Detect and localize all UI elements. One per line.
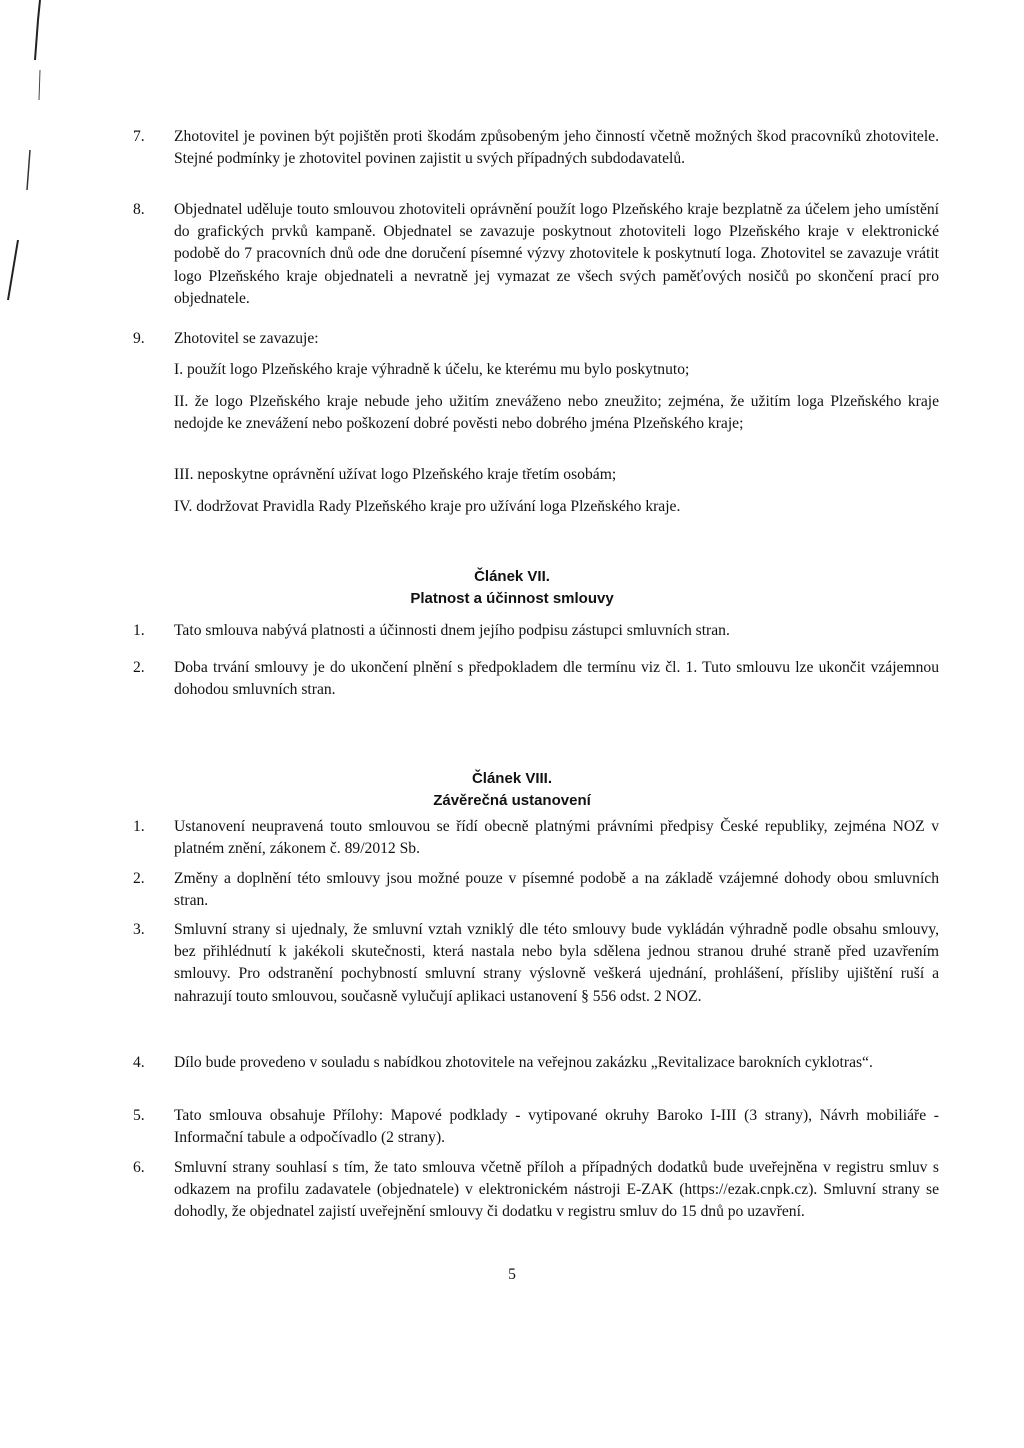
clause-number: 5. — [133, 1107, 145, 1124]
clause-number: 1. — [133, 818, 145, 835]
clause-number: 9. — [133, 330, 145, 347]
subclause-number: II. — [174, 393, 189, 410]
subclause-line — [174, 359, 939, 381]
clause-text: Objednatel uděluje touto smlouvou zhotoviteli oprávnění použít logo Plzeňského kraje bezplatně za účelem jeho umístění do grafických prvků kampaně. Objednatel se zavazuje poskytnout zhotoviteli logo Plzeňského kraje v elektronické podobě do 7 pracovních dnů ode dne doručení písemné výzvy zhotovitele k poskytnutí loga. Zhotovitel se zavazuje vrátit logo Plzeňského kraje objednateli a nevratně jej vymazat ze všech svých paměťových nosičů po skončení prací pro objednatele. — [174, 201, 939, 307]
article-8-title: Závěrečná ustanovení — [433, 792, 591, 809]
clause-text: Smluvní strany si ujednaly, že smluvní vztah vzniklý dle této smlouvy bude vykládán výhradně podle obsahu smlouvy, bez přihlédnutí k jakékoli skutečnosti, která nastala nebo byla sdělena jednou stranou druhé straně před uzavřením smlouvy. Pro odstranění pochybností smluvní strany výslovně veškerá ujednání, prohlášení, přísliby ujištění ruší a nahrazují touto smlouvou, současně vylučují aplikaci ustanovení § 556 odst. 2 NOZ. — [174, 921, 939, 1005]
clause-text: Dílo bude provedeno v souladu s nabídkou zhotovitele na veřejnou zakázku „Revitalizace barokních cyklotras“. — [174, 1054, 873, 1071]
subclause-text: že logo Plzeňského kraje nebude jeho užitím zneváženo nebo zneužito; zejména, že užitím loga Plzeňského kraje nedojde ke znevážení nebo poškození dobré pověsti nebo dobrého jména Plzeňského kraje; — [174, 393, 939, 433]
subclause-III — [174, 464, 939, 486]
scan-edge-marks — [0, 0, 60, 320]
subclause-number: IV. — [174, 498, 193, 515]
clause-text: Tato smlouva nabývá platnosti a účinnosti dnem jejího podpisu zástupci smluvních stran. — [174, 622, 730, 639]
subclause-I — [174, 359, 939, 381]
subclause-IV — [174, 496, 939, 518]
clause-text: Zhotovitel se zavazuje: — [174, 330, 319, 347]
clause-text: Ustanovení neupravená touto smlouvou se řídí obecně platnými právními předpisy České republiky, zejména NOZ v platném znění, zákonem č. 89/2012 Sb. — [174, 818, 939, 858]
subclause-text: dodržovat Pravidla Rady Plzeňského kraje pro užívání loga Plzeňského kraje. — [196, 498, 681, 515]
article-7-title: Platnost a účinnost smlouvy — [410, 590, 614, 607]
article-7-number: Článek VII. — [474, 568, 550, 585]
clause-number: 2. — [133, 659, 145, 676]
clause-number: 2. — [133, 870, 145, 887]
clause-number: 8. — [133, 201, 145, 218]
clause-number: 4. — [133, 1054, 145, 1071]
subclause-II — [174, 391, 939, 435]
clause-number: 6. — [133, 1159, 145, 1176]
clause-text: Zhotovitel je povinen být pojištěn proti škodám způsobeným jeho činností včetně možných škod pracovníků zhotovitele. Stejné podmínky je zhotovitel povinen zajistit u svých případných subdodavatelů. — [174, 128, 939, 168]
page-number: 5 — [508, 1266, 516, 1283]
subclause-number: III. — [174, 466, 194, 483]
clause-number: 3. — [133, 921, 145, 938]
article-8-number: Článek VIII. — [471, 770, 553, 787]
clause-text: Změny a doplnění této smlouvy jsou možné pouze v písemné podobě a na základě vzájemné dohody obou smluvních stran. — [174, 870, 939, 910]
subclause-number: I. — [174, 361, 184, 378]
clause-text: Tato smlouva obsahuje Přílohy: Mapové podklady - vytipované okruhy Baroko I-III (3 strany), Návrh mobiliáře - Informační tabule a odpočívadlo (2 strany). — [174, 1107, 939, 1147]
clause-text: Smluvní strany souhlasí s tím, že tato smlouva včetně příloh a případných dodatků bude uveřejněna v registru smluv s odkazem na profilu zadavatele (objednatele) v elektronickém nástroji E-ZAK (https://ezak.cnpk.cz). Smluvní strany se dohodly, že objednatel zajistí uveřejnění smlouvy či dodatku v registru smluv do 15 dnů po uzavření. — [174, 1159, 939, 1221]
subclause-line — [174, 391, 939, 435]
subclause-line — [174, 464, 939, 486]
clause-number: 7. — [133, 128, 145, 145]
subclause-text: neposkytne oprávnění užívat logo Plzeňského kraje třetím osobám; — [197, 466, 617, 483]
subclause-line — [174, 496, 939, 518]
clause-number: 1. — [133, 622, 145, 639]
subclause-text: použít logo Plzeňského kraje výhradně k účelu, ke kterému mu bylo poskytnuto; — [187, 361, 690, 378]
clause-text: Doba trvání smlouvy je do ukončení plnění s předpokladem dle termínu viz čl. 1. Tuto smlouvu lze ukončit vzájemnou dohodou smluvních stran. — [174, 659, 939, 699]
